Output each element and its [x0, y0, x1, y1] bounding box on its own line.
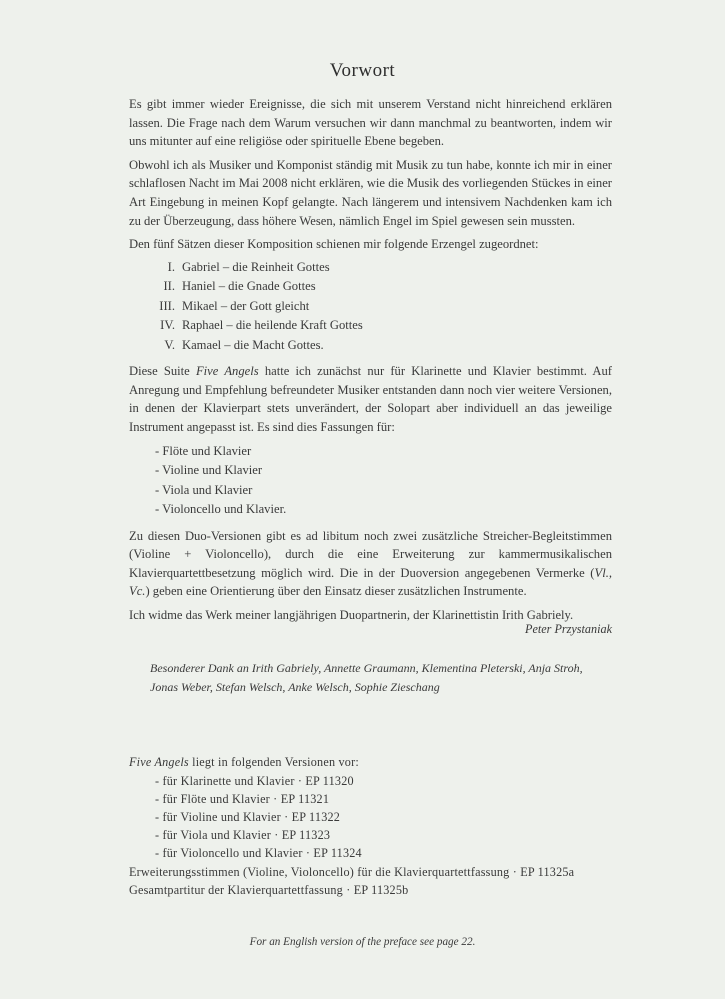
work-title: Five Angels: [129, 755, 189, 769]
versions-extra: Gesamtpartitur der Klavierquartettfassung · EP 11325b: [129, 883, 409, 898]
list-item: [129, 336, 612, 356]
list-item: - Flöte und Klavier: [155, 443, 252, 458]
list-text: Raphael – die heilende Kraft Gottes: [182, 318, 363, 333]
list-item: - für Klarinette und Klavier · EP 11320: [155, 773, 354, 788]
list-item: - für Violine und Klavier · EP 11322: [155, 809, 341, 824]
paragraph-dedication: Ich widme das Werk meiner langjährigen Duopartnerin, der Klarinettistin Irith Gabriely.: [129, 608, 574, 622]
preface-body: [129, 95, 612, 630]
list-numeral: III.: [159, 298, 175, 313]
text-run: ) geben eine Orientierung über den Einsatz dieser zusätzlichen Instrumente.: [145, 584, 527, 599]
versions-list: [129, 772, 629, 863]
list-text: Gabriel – die Reinheit Gottes: [182, 259, 330, 274]
page-title: Vorwort: [329, 60, 396, 81]
author-signature: Peter Przystaniak: [525, 622, 612, 636]
acknowledgements: [150, 659, 610, 696]
list-item: - für Viola und Klavier · EP 11323: [155, 828, 331, 843]
list-item: [129, 316, 612, 336]
list-item: - für Violoncello und Klavier · EP 11324: [155, 846, 362, 861]
available-versions: [129, 753, 629, 900]
archangel-list: [129, 258, 612, 356]
footer-note: For an English version of the preface see page 22.: [249, 936, 476, 948]
list-item: [129, 277, 612, 297]
paragraph-inspiration: Obwohl ich als Musiker und Komponist ständig mit Musik zu tun habe, konnte ich mir in einer schlaflosen Nacht im Mai 2008 nicht erklären, wie die Musik des vorliegenden Stückes in einer Art Eingebung in meinen Kopf gelangte. Nach längerem und intensivem Nachdenken kam ich zu der Überzeugung, dass höhere Wesen, nämlich Engel im Spiel gewesen sein mussten.: [129, 157, 612, 228]
versions-intro: [129, 753, 629, 772]
instrument-marks: Vl., Vc.: [129, 565, 612, 599]
list-item: - Violoncello und Klavier.: [155, 502, 287, 517]
list-numeral: I.: [167, 259, 175, 274]
list-numeral: IV.: [160, 318, 175, 333]
list-item: [129, 297, 612, 317]
text-run: hatte ich zunächst nur für Klarinette und Klavier bestimmt. Auf Anregung und Empfehlung befreundeter Musiker entstanden dann noch vier weitere Versionen, in denen der Klavierpart stets unverändert, der Solopart aber individuell an das jeweilige Instrument angepasst ist. Es sind dies Fassungen für:: [129, 364, 612, 435]
work-title: Five Angels: [195, 364, 259, 379]
list-item: - Violine und Klavier: [155, 463, 263, 478]
text-run: liegt in folgenden Versionen vor:: [188, 755, 359, 769]
list-item: - Viola und Klavier: [155, 482, 253, 497]
acknowledgements-line: Jonas Weber, Stefan Welsch, Anke Welsch, Sophie Zieschang: [150, 679, 440, 694]
list-item: [129, 258, 612, 278]
text-run: Zu diesen Duo-Versionen gibt es ad libitum noch zwei zusätzliche Streicher-Begleitstimmen (Violine + Violoncello), durch die eine Erweiterung zur kammermusikalischen Klavierquartettbesetzung möglich wird. Die in der Duoversion angegebenen Vermerke (: [129, 528, 612, 580]
list-text: Haniel – die Gnade Gottes: [182, 279, 316, 294]
acknowledgements-line: Besonderer Dank an Irith Gabriely, Annette Graumann, Klementina Pleterski, Anja Stroh,: [150, 661, 583, 675]
versions-extra: Erweiterungsstimmen (Violine, Violoncello) für die Klavierquartettfassung · EP 11325a: [129, 864, 575, 879]
paragraph-duo-versions: [129, 527, 612, 601]
list-item: - für Flöte und Klavier · EP 11321: [155, 791, 330, 806]
list-text: Mikael – der Gott gleicht: [182, 298, 310, 313]
paragraph-suite-versions: [129, 362, 612, 436]
list-text: Kamael – die Macht Gottes.: [182, 337, 324, 352]
paragraph-intro: Es gibt immer wieder Ereignisse, die sich mit unserem Verstand nicht hinreichend erklären lassen. Die Frage nach dem Warum versuchen wir dann manchmal zu beantworten, indem wir uns mitunter auf eine religiöse oder spirituelle Ebene begeben.: [129, 97, 612, 149]
text-run: Diese Suite: [129, 364, 196, 379]
list-numeral: V.: [164, 337, 175, 352]
paragraph-archangels-intro: Den fünf Sätzen dieser Komposition schienen mir folgende Erzengel zugeordnet:: [129, 237, 539, 252]
instrument-list: [129, 442, 612, 520]
list-numeral: II.: [163, 279, 175, 294]
